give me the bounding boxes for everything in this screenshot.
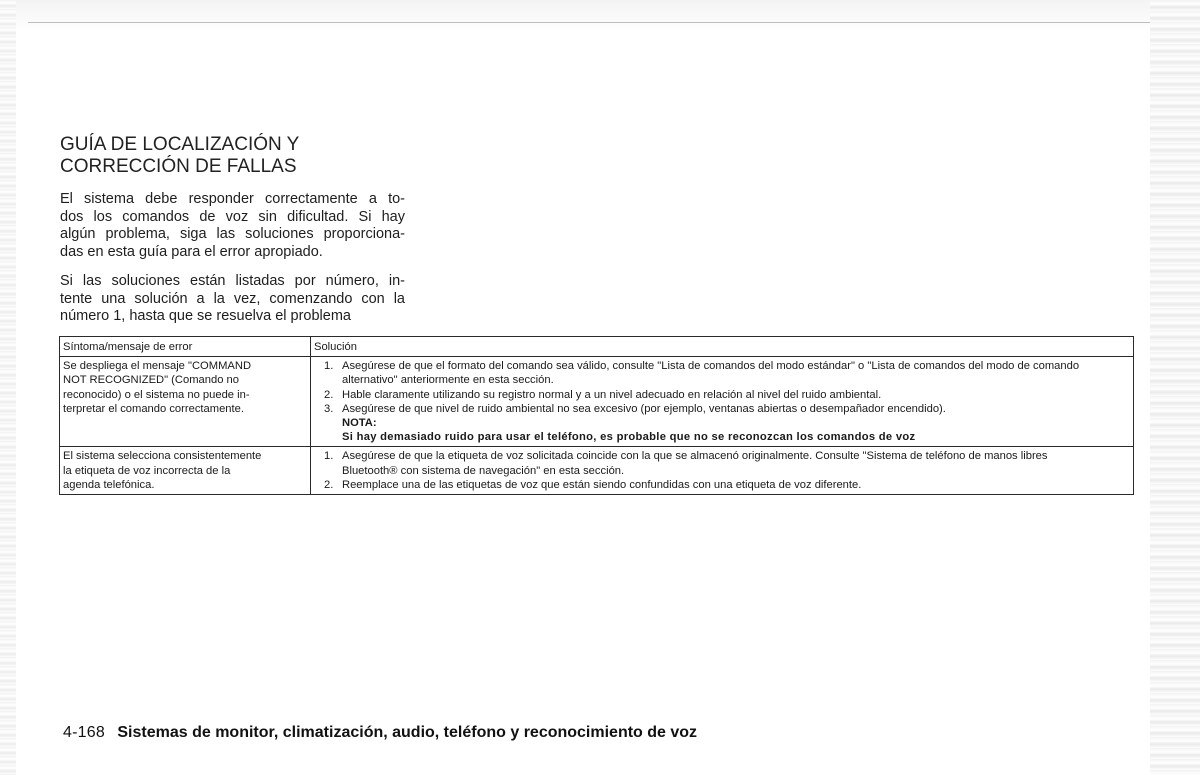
symptom-line: NOT RECOGNIZED" (Comando no [63, 374, 239, 387]
solution-item [314, 388, 1130, 402]
heading-line-2: CORRECCIÓN DE FALLAS [60, 156, 297, 177]
solution-number: 1. [324, 360, 334, 373]
text-line: El sistema debe responder correctamente a to- [60, 191, 405, 207]
page-footer [63, 722, 697, 744]
troubleshooting-table [59, 336, 1134, 495]
solution-cell [311, 357, 1134, 447]
solution-number: 2. [324, 478, 334, 491]
solution-text: Asegúrese de que nivel de ruido ambiental no sea excesivo (por ejemplo, ventanas abiertas o desempañador encendido). [342, 402, 946, 415]
symptom-cell [60, 357, 311, 447]
table-row [60, 357, 1134, 447]
top-rule [28, 22, 1178, 23]
symptom-line: agenda telefónica. [63, 478, 155, 491]
symptom-line: terpretar el comando correctamente. [63, 402, 244, 415]
solution-list [314, 359, 1130, 444]
solution-text: Reemplace una de las etiquetas de voz que están siendo confundidas con una etiqueta de voz diferente. [342, 478, 862, 491]
intro-paragraph-2 [60, 273, 405, 326]
footer-title: Sistemas de monitor, climatización, audio, teléfono y reconocimiento de voz [117, 724, 698, 741]
note-label: NOTA: [342, 417, 377, 430]
symptom-cell [60, 447, 311, 495]
text-line: algún problema, siga las soluciones proporciona- [60, 226, 405, 242]
note-text: Si hay demasiado ruido para usar el teléfono, es probable que no se reconozcan los comandos de voz [342, 431, 916, 444]
column-header-symptom: Síntoma/mensaje de error [60, 337, 311, 357]
solution-item [314, 402, 1130, 445]
page-number: 4-168 [63, 724, 105, 741]
text-line: tente una solución a la vez, comenzando con la [60, 290, 405, 307]
intro-paragraph-1 [60, 191, 405, 261]
section-heading [60, 134, 420, 178]
symptom-line: El sistema selecciona consistentemente [63, 450, 262, 463]
scan-edge-right [1150, 0, 1200, 775]
heading-line-1: GUÍA DE LOCALIZACIÓN Y [60, 134, 300, 155]
column-header-solution: Solución [311, 337, 1134, 357]
symptom-line: la etiqueta de voz incorrecta de la [63, 464, 231, 477]
text-line: número 1, hasta que se resuelva el problema [60, 308, 351, 324]
solution-text: Asegúrese de que el formato del comando sea válido, consulte "Lista de comandos del modo estándar" o "Lista de comandos del modo de comando alternativo" anteriormente en esta sección. [342, 360, 1080, 387]
text-line: das en esta guía para el error apropiado. [60, 243, 323, 260]
symptom-line: Se despliega el mensaje "COMMAND [63, 360, 252, 373]
solution-text: Hable claramente utilizando su registro normal y a un nivel adecuado en relación al nivel del ruido ambiental. [342, 388, 882, 401]
solution-cell [311, 447, 1134, 495]
solution-item [314, 449, 1130, 477]
text-line: Si las soluciones están listadas por número, in- [60, 273, 405, 289]
table-header-row [60, 337, 1134, 357]
solution-number: 3. [324, 402, 334, 415]
solution-number: 2. [324, 388, 334, 401]
solution-item [314, 359, 1130, 387]
symptom-line: reconocido) o el sistema no puede in- [63, 388, 250, 401]
solution-text: Asegúrese de que la etiqueta de voz solicitada coincide con la que se almacenó originalmente. Consulte "Sistema de teléfono de manos libres Bluetooth® con sistema de navegación" en esta sección. [342, 450, 1048, 477]
solution-item [314, 478, 1130, 492]
scan-border-top [0, 0, 1200, 32]
solution-number: 1. [324, 450, 334, 463]
scan-edge-left [0, 0, 16, 775]
solution-list [314, 449, 1130, 492]
text-line: dos los comandos de voz sin dificultad. Si hay [60, 208, 405, 225]
table-row [60, 447, 1134, 495]
